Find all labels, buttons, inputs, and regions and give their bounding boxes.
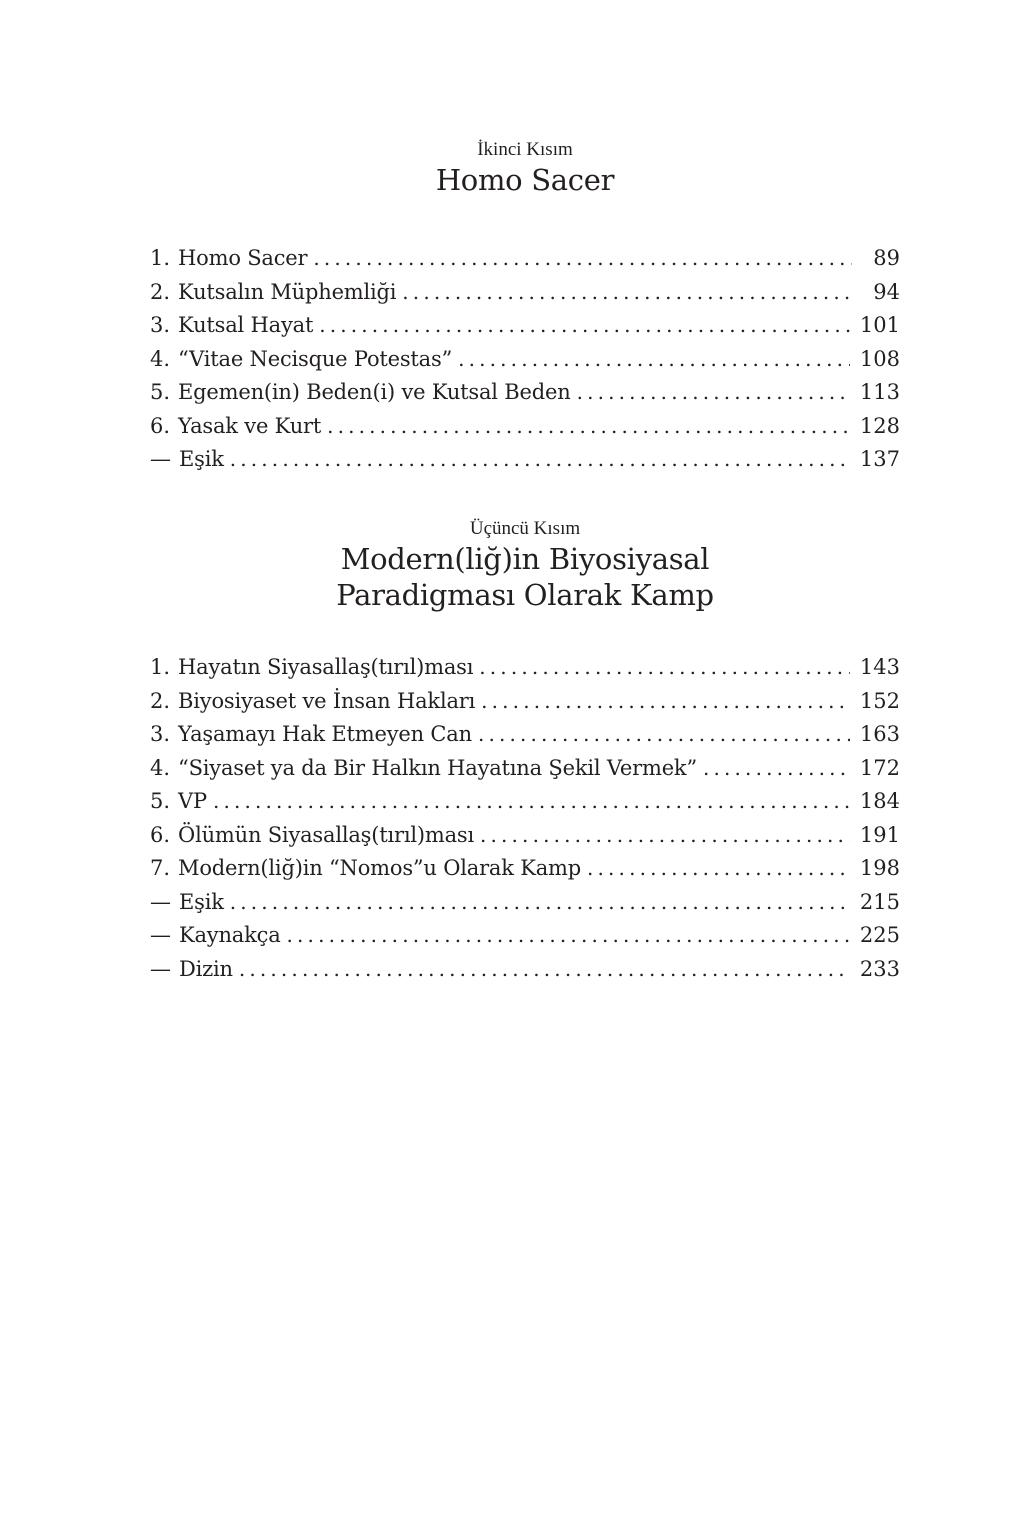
part-title (150, 162, 900, 198)
dot-leader (458, 343, 850, 377)
toc-entry-page: 113 (859, 380, 900, 404)
toc-entry-page: 191 (859, 822, 900, 847)
toc-entry[interactable] (150, 685, 900, 719)
toc-entry-number: 3. (150, 313, 171, 337)
toc-entry-page: 198 (859, 856, 900, 880)
toc-entry-title: Dizin (179, 956, 233, 981)
part-three-section (150, 517, 900, 986)
toc-entry-page: 233 (859, 956, 900, 981)
toc-entry-page: 128 (859, 413, 900, 438)
toc-entry-number: 4. (150, 346, 171, 371)
toc-entry-title: Kutsalın Müphemliği (178, 279, 397, 304)
dot-leader (402, 276, 852, 310)
toc-entry-page: 184 (859, 789, 900, 813)
toc-entry[interactable] (150, 410, 900, 444)
toc-entry[interactable] (150, 309, 900, 343)
toc-entry[interactable] (150, 651, 900, 685)
dot-leader (287, 919, 850, 953)
toc-entry[interactable] (150, 953, 900, 987)
dot-leader (478, 718, 850, 752)
toc-list (150, 242, 900, 477)
toc-entry-title: Kaynakça (179, 923, 281, 947)
toc-entry-number: — (150, 447, 171, 471)
dot-leader (213, 785, 850, 819)
toc-entry-number: 1. (150, 655, 171, 679)
toc-entry-title: Kutsal Hayat (178, 313, 314, 337)
toc-entry-page: 101 (859, 313, 900, 337)
part-title-line: Paradigması Olarak Kamp (336, 578, 714, 612)
toc-entry-title: Modern(liğ)in “Nomos”u Olarak Kamp (178, 856, 582, 880)
part-two-section (150, 138, 900, 477)
toc-entry-title: “Vitae Necisque Potestas” (178, 346, 453, 371)
toc-entry-number: 3. (150, 722, 171, 746)
toc-entry[interactable] (150, 276, 900, 310)
toc-entry-page: 137 (859, 447, 900, 471)
toc-entry[interactable] (150, 718, 900, 752)
part-label: Üçüncü Kısım (469, 518, 581, 539)
dot-leader (230, 886, 850, 920)
toc-entry-number: 6. (150, 822, 171, 847)
toc-entry-page: 89 (873, 246, 900, 270)
part-title-line: Homo Sacer (435, 163, 615, 197)
toc-entry[interactable] (150, 919, 900, 953)
toc-entry[interactable] (150, 785, 900, 819)
dot-leader (319, 309, 850, 343)
toc-entry-title: Egemen(in) Beden(i) ve Kutsal Beden (178, 380, 571, 404)
toc-entry-page: 108 (859, 346, 900, 371)
dot-leader (481, 685, 850, 719)
toc-entry-title: VP (178, 789, 207, 813)
toc-entry-title: Ölümün Siyasallaş(tırıl)ması (178, 822, 474, 847)
toc-entry[interactable] (150, 752, 900, 786)
toc-entry[interactable] (150, 886, 900, 920)
toc-entry-page: 172 (859, 755, 900, 780)
toc-entry-page: 225 (859, 923, 900, 947)
toc-entry-title: Eşik (179, 447, 224, 471)
toc-entry-number: 2. (150, 279, 171, 304)
toc-entry-number: 1. (150, 246, 171, 270)
toc-entry-number: 4. (150, 755, 171, 780)
part-title-line: Modern(liğ)in Biyosiyasal (340, 542, 710, 576)
dot-leader (313, 242, 852, 276)
toc-entry-title: Hayatın Siyasallaş(tırıl)ması (178, 655, 474, 679)
part-label: İkinci Kısım (477, 139, 573, 160)
toc-entry-page: 215 (859, 889, 900, 914)
toc-entry-page: 94 (873, 279, 900, 304)
toc-list (150, 651, 900, 986)
toc-entry-title: Yaşamayı Hak Etmeyen Can (178, 722, 472, 746)
dot-leader (587, 852, 850, 886)
toc-entry-title: Eşik (179, 889, 224, 914)
toc-entry-title: “Siyaset ya da Bir Halkın Hayatına Şekil Vermek” (178, 755, 697, 780)
toc-entry-number: 5. (150, 789, 171, 813)
toc-entry[interactable] (150, 852, 900, 886)
toc-entry[interactable] (150, 443, 900, 477)
part-title (150, 541, 900, 613)
toc-entry-number: 6. (150, 413, 171, 438)
toc-entry-page: 143 (859, 655, 900, 679)
toc-entry-page: 163 (859, 722, 900, 746)
dot-leader (480, 819, 850, 853)
dot-leader (577, 376, 850, 410)
dot-leader (230, 443, 850, 477)
toc-entry[interactable] (150, 242, 900, 276)
toc-entry-number: — (150, 956, 171, 981)
toc-entry[interactable] (150, 376, 900, 410)
dot-leader (327, 410, 850, 444)
toc-entry[interactable] (150, 819, 900, 853)
dot-leader (239, 953, 850, 987)
toc-entry-title: Homo Sacer (178, 246, 308, 270)
toc-entry-number: — (150, 889, 171, 914)
toc-entry-page: 152 (859, 688, 900, 713)
toc-entry-title: Yasak ve Kurt (178, 413, 322, 438)
toc-entry-number: 5. (150, 380, 171, 404)
toc-entry-number: 2. (150, 688, 171, 713)
toc-entry[interactable] (150, 343, 900, 377)
dot-leader (703, 752, 850, 786)
toc-entry-number: — (150, 923, 171, 947)
toc-entry-title: Biyosiyaset ve İnsan Hakları (178, 688, 476, 713)
dot-leader (479, 651, 850, 685)
toc-entry-number: 7. (150, 856, 171, 880)
